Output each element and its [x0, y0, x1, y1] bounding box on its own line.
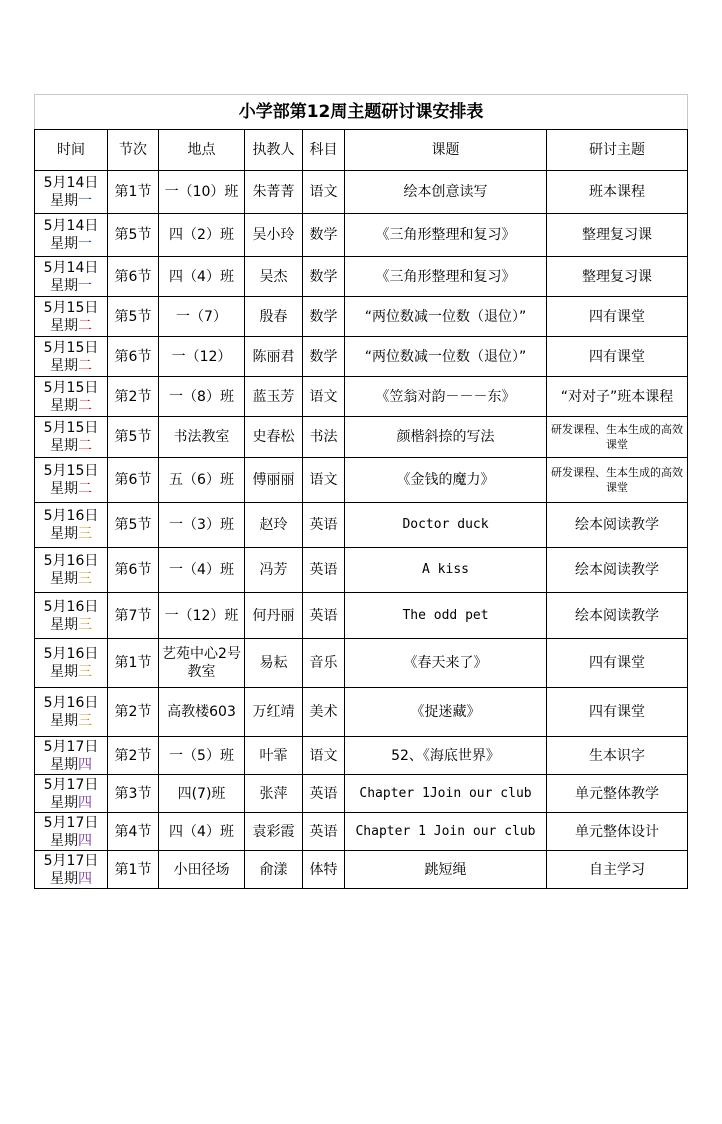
cell-theme: 研发课程、生本生成的高效课堂	[547, 417, 688, 458]
weekday-value: 四	[78, 794, 92, 811]
cell-location: 书法教室	[159, 417, 245, 458]
weekday-prefix: 星期	[50, 481, 78, 497]
weekday-prefix: 星期	[50, 438, 78, 454]
cell-date: 5月16日	[43, 553, 99, 569]
cell-subject: 英语	[303, 775, 345, 813]
cell-period: 第2节	[108, 688, 159, 737]
cell-date: 5月15日	[43, 420, 99, 436]
table-row	[35, 337, 688, 377]
cell-weekday-line	[37, 357, 105, 375]
weekday-value: 二	[78, 397, 92, 414]
cell-topic: A kiss	[345, 548, 547, 593]
cell-subject: 数学	[303, 257, 345, 297]
cell-date: 5月17日	[43, 814, 99, 831]
cell-time	[35, 458, 108, 503]
cell-period: 第6节	[108, 458, 159, 503]
weekday-prefix: 星期	[50, 277, 78, 294]
cell-period: 第1节	[108, 171, 159, 214]
cell-location: 四（2）班	[159, 214, 245, 257]
cell-time	[35, 737, 108, 775]
table-row	[35, 593, 688, 639]
cell-period: 第7节	[108, 593, 159, 639]
cell-weekday-line	[37, 756, 105, 774]
weekday-value: 二	[78, 481, 92, 497]
weekday-value: 一	[78, 277, 92, 294]
cell-date: 5月16日	[43, 508, 99, 524]
cell-topic: 《笠翁对韵－－－东》	[345, 377, 547, 417]
cell-location: 小田径场	[159, 851, 245, 889]
cell-weekday-line	[37, 663, 105, 681]
weekday-prefix: 星期	[50, 526, 78, 542]
cell-teacher: 易耘	[245, 639, 303, 688]
weekday-value: 三	[78, 713, 92, 729]
cell-teacher: 史春松	[245, 417, 303, 458]
cell-teacher: 冯芳	[245, 548, 303, 593]
cell-teacher: 张萍	[245, 775, 303, 813]
cell-period: 第1节	[108, 639, 159, 688]
cell-subject: 语文	[303, 458, 345, 503]
cell-date: 5月16日	[43, 695, 99, 711]
cell-subject: 语文	[303, 737, 345, 775]
table-row	[35, 548, 688, 593]
cell-time	[35, 593, 108, 639]
weekday-value: 二	[78, 317, 92, 334]
table-row	[35, 171, 688, 214]
cell-period: 第2节	[108, 377, 159, 417]
cell-topic: 绘本创意读写	[345, 171, 547, 214]
cell-time	[35, 813, 108, 851]
cell-theme: 研发课程、生本生成的高效课堂	[547, 458, 688, 503]
cell-theme: 班本课程	[547, 171, 688, 214]
weekday-prefix: 星期	[50, 870, 78, 887]
cell-period: 第5节	[108, 214, 159, 257]
weekday-value: 三	[78, 616, 92, 633]
cell-teacher: 何丹丽	[245, 593, 303, 639]
weekday-value: 三	[78, 571, 92, 587]
cell-weekday-line	[37, 712, 105, 730]
cell-date: 5月14日	[43, 175, 99, 191]
cell-location: 高教楼603	[159, 688, 245, 737]
cell-theme: 绘本阅读教学	[547, 503, 688, 548]
cell-weekday-line	[37, 437, 105, 455]
header-period: 节次	[108, 130, 159, 171]
weekday-prefix: 星期	[50, 397, 78, 414]
weekday-prefix: 星期	[50, 756, 78, 773]
cell-date: 5月17日	[43, 852, 99, 869]
cell-date: 5月14日	[43, 218, 99, 234]
cell-subject: 音乐	[303, 639, 345, 688]
header-row	[35, 130, 688, 171]
cell-weekday-line	[37, 235, 105, 253]
cell-topic: The odd pet	[345, 593, 547, 639]
cell-location: 四(7)班	[159, 775, 245, 813]
cell-theme: 单元整体教学	[547, 775, 688, 813]
cell-time	[35, 851, 108, 889]
cell-teacher: 傅丽丽	[245, 458, 303, 503]
cell-teacher: 叶霏	[245, 737, 303, 775]
cell-topic: 《三角形整理和复习》	[345, 214, 547, 257]
cell-location: 一（5）班	[159, 737, 245, 775]
cell-topic: 52、《海底世界》	[345, 737, 547, 775]
cell-location: 一（12）班	[159, 593, 245, 639]
cell-theme: 绘本阅读教学	[547, 548, 688, 593]
cell-date: 5月16日	[43, 598, 99, 615]
header-time: 时间	[35, 130, 108, 171]
table-title: 小学部第12周主题研讨课安排表	[35, 95, 688, 130]
weekday-prefix: 星期	[50, 317, 78, 334]
cell-time	[35, 297, 108, 337]
cell-topic: 跳短绳	[345, 851, 547, 889]
weekday-value: 四	[78, 832, 92, 849]
cell-subject: 语文	[303, 171, 345, 214]
cell-subject: 语文	[303, 377, 345, 417]
cell-teacher: 蓝玉芳	[245, 377, 303, 417]
cell-teacher: 殷春	[245, 297, 303, 337]
cell-teacher: 吴小玲	[245, 214, 303, 257]
header-topic: 课题	[345, 130, 547, 171]
cell-period: 第5节	[108, 297, 159, 337]
cell-theme: 四有课堂	[547, 297, 688, 337]
weekday-value: 四	[78, 756, 92, 773]
weekday-prefix: 星期	[50, 664, 78, 680]
cell-period: 第3节	[108, 775, 159, 813]
cell-weekday-line	[37, 832, 105, 850]
cell-location: 一（4）班	[159, 548, 245, 593]
cell-topic: Chapter 1 Join our club	[345, 813, 547, 851]
table-row	[35, 688, 688, 737]
table-row	[35, 851, 688, 889]
table-row	[35, 417, 688, 458]
cell-theme: 四有课堂	[547, 337, 688, 377]
cell-time	[35, 377, 108, 417]
cell-topic: “两位数减一位数（退位）”	[345, 297, 547, 337]
cell-time	[35, 503, 108, 548]
cell-time	[35, 214, 108, 257]
cell-subject: 书法	[303, 417, 345, 458]
cell-weekday-line	[37, 192, 105, 210]
cell-time	[35, 775, 108, 813]
cell-weekday-line	[37, 525, 105, 543]
schedule-table	[34, 94, 688, 889]
cell-period: 第6节	[108, 257, 159, 297]
cell-topic: 《春天来了》	[345, 639, 547, 688]
table-row	[35, 737, 688, 775]
cell-teacher: 吴杰	[245, 257, 303, 297]
cell-subject: 英语	[303, 503, 345, 548]
table-row	[35, 639, 688, 688]
cell-date: 5月17日	[43, 738, 99, 755]
weekday-prefix: 星期	[50, 357, 78, 374]
cell-date: 5月14日	[43, 259, 99, 276]
cell-location: 四（4）班	[159, 813, 245, 851]
cell-teacher: 俞漾	[245, 851, 303, 889]
cell-time	[35, 171, 108, 214]
weekday-value: 一	[78, 193, 92, 209]
cell-subject: 数学	[303, 214, 345, 257]
cell-subject: 数学	[303, 337, 345, 377]
schedule-sheet	[34, 94, 687, 889]
weekday-prefix: 星期	[50, 236, 78, 252]
cell-theme: 四有课堂	[547, 688, 688, 737]
cell-theme: 整理复习课	[547, 257, 688, 297]
table-row	[35, 813, 688, 851]
cell-period: 第6节	[108, 337, 159, 377]
cell-subject: 英语	[303, 813, 345, 851]
cell-weekday-line	[37, 794, 105, 812]
cell-time	[35, 688, 108, 737]
weekday-value: 二	[78, 357, 92, 374]
cell-date: 5月15日	[43, 379, 99, 396]
cell-time	[35, 639, 108, 688]
cell-location: 一（7）	[159, 297, 245, 337]
cell-location: 一（3）班	[159, 503, 245, 548]
cell-date: 5月15日	[43, 299, 99, 316]
cell-weekday-line	[37, 397, 105, 415]
cell-period: 第5节	[108, 503, 159, 548]
cell-period: 第1节	[108, 851, 159, 889]
cell-subject: 英语	[303, 548, 345, 593]
table-row	[35, 257, 688, 297]
cell-date: 5月15日	[43, 463, 99, 479]
cell-time	[35, 257, 108, 297]
cell-weekday-line	[37, 616, 105, 634]
table-row	[35, 377, 688, 417]
cell-topic: Chapter 1Join our club	[345, 775, 547, 813]
cell-location: 五（6）班	[159, 458, 245, 503]
cell-teacher: 赵玲	[245, 503, 303, 548]
header-theme: 研讨主题	[547, 130, 688, 171]
weekday-prefix: 星期	[50, 713, 78, 729]
cell-topic: 《金钱的魔力》	[345, 458, 547, 503]
cell-theme: 单元整体设计	[547, 813, 688, 851]
weekday-prefix: 星期	[50, 794, 78, 811]
cell-topic: 《捉迷藏》	[345, 688, 547, 737]
cell-theme: 生本识字	[547, 737, 688, 775]
cell-period: 第4节	[108, 813, 159, 851]
cell-weekday-line	[37, 277, 105, 295]
weekday-value: 二	[78, 438, 92, 454]
cell-theme: 整理复习课	[547, 214, 688, 257]
cell-subject: 数学	[303, 297, 345, 337]
cell-teacher: 袁彩霞	[245, 813, 303, 851]
cell-teacher: 万红靖	[245, 688, 303, 737]
cell-period: 第2节	[108, 737, 159, 775]
cell-location: 一（10）班	[159, 171, 245, 214]
cell-date: 5月15日	[43, 339, 99, 356]
cell-period: 第6节	[108, 548, 159, 593]
table-row	[35, 458, 688, 503]
cell-topic: 颜楷斜捺的写法	[345, 417, 547, 458]
weekday-value: 一	[78, 236, 92, 252]
header-subject: 科目	[303, 130, 345, 171]
weekday-value: 三	[78, 526, 92, 542]
table-row	[35, 503, 688, 548]
cell-location: 艺苑中心2号教室	[159, 639, 245, 688]
table-row	[35, 775, 688, 813]
cell-time	[35, 337, 108, 377]
cell-topic: Doctor duck	[345, 503, 547, 548]
weekday-prefix: 星期	[50, 832, 78, 849]
cell-theme: 自主学习	[547, 851, 688, 889]
weekday-value: 四	[78, 870, 92, 887]
weekday-prefix: 星期	[50, 616, 78, 633]
cell-subject: 英语	[303, 593, 345, 639]
cell-location: 一（8）班	[159, 377, 245, 417]
cell-date: 5月16日	[43, 646, 99, 662]
weekday-prefix: 星期	[50, 571, 78, 587]
table-row	[35, 297, 688, 337]
cell-period: 第5节	[108, 417, 159, 458]
cell-teacher: 朱菁菁	[245, 171, 303, 214]
cell-location: 四（4）班	[159, 257, 245, 297]
cell-weekday-line	[37, 870, 105, 888]
cell-time	[35, 417, 108, 458]
cell-date: 5月17日	[43, 776, 99, 793]
weekday-value: 三	[78, 664, 92, 680]
cell-theme: 四有课堂	[547, 639, 688, 688]
header-location: 地点	[159, 130, 245, 171]
cell-topic: 《三角形整理和复习》	[345, 257, 547, 297]
cell-subject: 美术	[303, 688, 345, 737]
weekday-prefix: 星期	[50, 193, 78, 209]
cell-subject: 体特	[303, 851, 345, 889]
cell-teacher: 陈丽君	[245, 337, 303, 377]
cell-theme: 绘本阅读教学	[547, 593, 688, 639]
cell-location: 一（12）	[159, 337, 245, 377]
table-row	[35, 214, 688, 257]
header-teacher: 执教人	[245, 130, 303, 171]
cell-weekday-line	[37, 317, 105, 335]
cell-weekday-line	[37, 480, 105, 498]
cell-topic: “两位数减一位数（退位）”	[345, 337, 547, 377]
cell-weekday-line	[37, 570, 105, 588]
cell-theme: “对对子”班本课程	[547, 377, 688, 417]
schedule-body	[35, 171, 688, 889]
cell-time	[35, 548, 108, 593]
